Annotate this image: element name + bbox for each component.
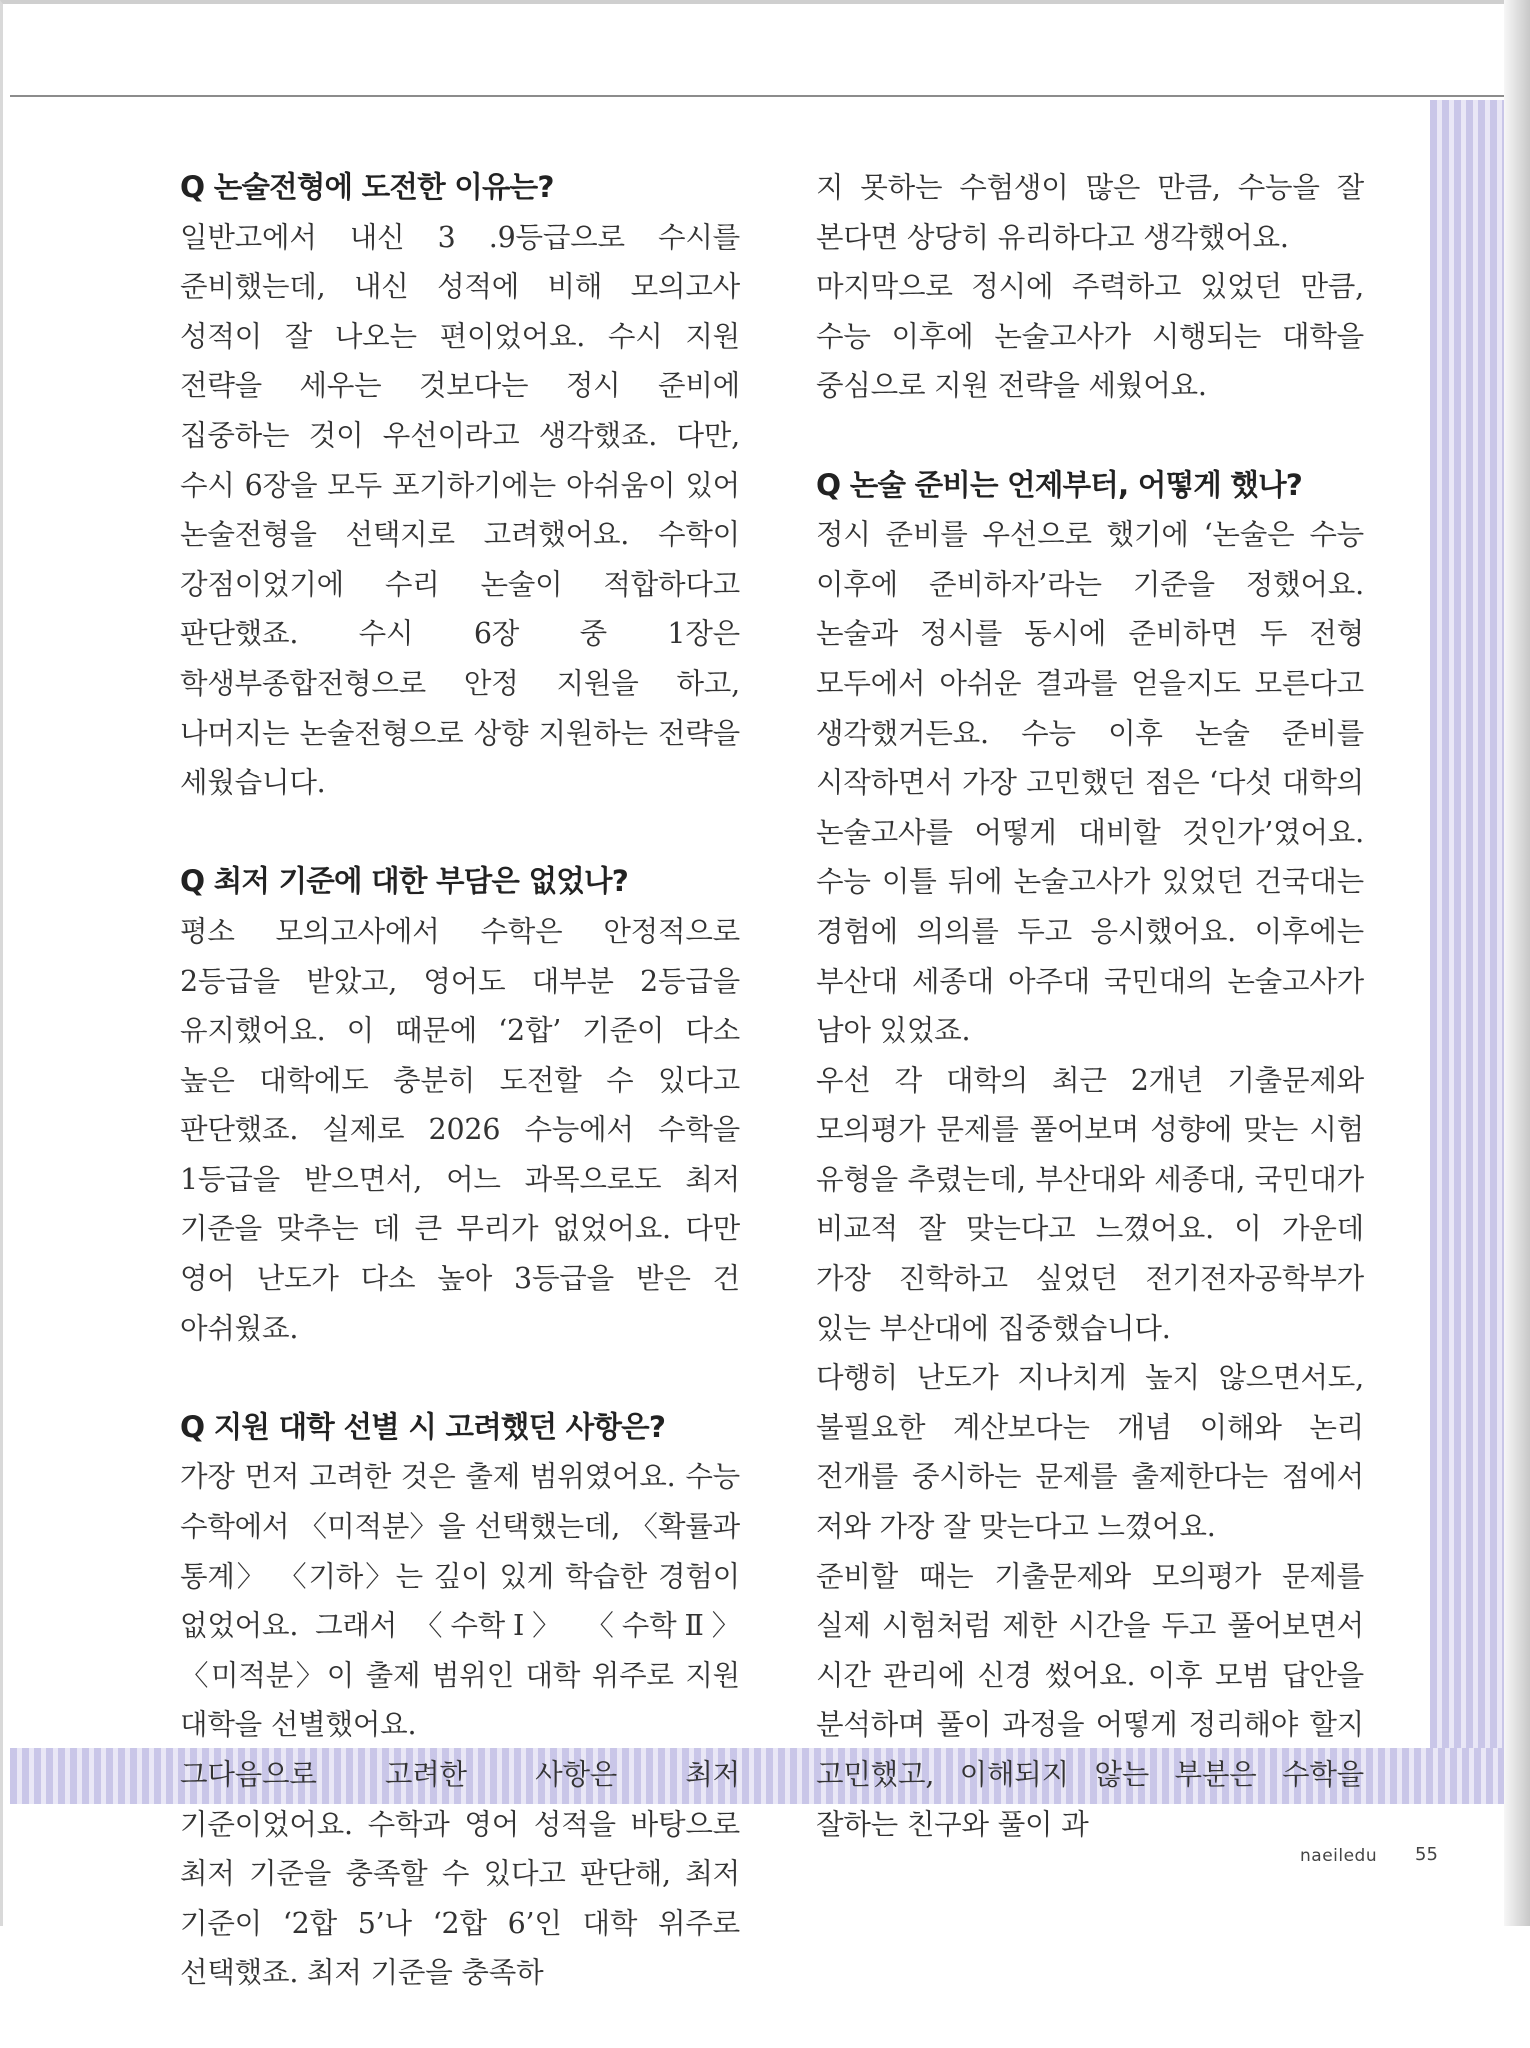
article-section — [816, 461, 1364, 1850]
body-paragraph: 그다음으로 고려한 사항은 최저 기준이었어요. 수학과 영어 성적을 바탕으로 최저 기준을 충족할 수 있다고 판단해, 최저 기준이 ‘2합 5’나 ‘2합 6’인 대학 위주로 선택했죠. 최저 기준을 충족하 — [180, 1758, 740, 1990]
article-section — [180, 857, 740, 1353]
question-heading: Q 지원 대학 선별 시 고려했던 사항은? — [180, 1409, 666, 1444]
page-edge — [1504, 0, 1530, 1926]
footer-brand: naeiledu — [1300, 1846, 1378, 1866]
body-paragraph: 지 못하는 수험생이 많은 만큼, 수능을 잘 본다면 상당히 유리하다고 생각했어요. — [816, 171, 1364, 254]
body-paragraph: 일반고에서 내신 3 .9등급으로 수시를 준비했는데, 내신 성적에 비해 모의고사 성적이 잘 나오는 편이었어요. 수시 지원 전략을 세우는 것보다는 정시 준비에 집중하는 것이 우선이라고 생각했죠. 다만, 수시 6장을 모두 포기하기에는 아쉬움이 있어 논술전형을 선택지로 고려했어요. 수학이 강점이었기에 수리 논술이 적합하다고 판단했죠. 수시 6장 중 1장은 학생부종합전형으로 안정 지원을 하고, 나머지는 논술전형으로 상향 지원하는 전략을 세웠습니다. — [180, 220, 740, 800]
page-number: 55 — [1415, 1844, 1438, 1865]
body-paragraph: 평소 모의고사에서 수학은 안정적으로 2등급을 받았고, 영어도 대부분 2등급을 유지했어요. 이 때문에 ‘2합’ 기준이 다소 높은 대학에도 충분히 도전할 수 있다고 판단했죠. 실제로 2026 수능에서 수학을 1등급을 받으면서, 어느 과목으로도 최저 기준을 맞추는 데 큰 무리가 없었어요. 다만 영어 난도가 다소 높아 3등급을 받은 건 아쉬웠죠. — [180, 914, 740, 1345]
body-paragraph: 정시 준비를 우선으로 했기에 ‘논술은 수능 이후에 준비하자’라는 기준을 정했어요. 논술과 정시를 동시에 준비하면 두 전형 모두에서 아쉬운 결과를 얻을지도 모른다고 생각했거든요. 수능 이후 논술 준비를 시작하면서 가장 고민했던 점은 ‘다섯 대학의 논술고사를 어떻게 대비할 것인가’였어요. 수능 이틀 뒤에 논술고사가 있었던 건국대는 경험에 의의를 두고 응시했어요. 이후에는 부산대 세종대 아주대 국민대의 논술고사가 남아 있었죠. — [816, 518, 1364, 1048]
question-heading: Q 논술전형에 도전한 이유는? — [180, 170, 554, 204]
body-paragraph: 다행히 난도가 지나치게 높지 않으면서도, 불필요한 계산보다는 개념 이해와 논리 전개를 중시하는 문제를 출제한다는 점에서 저와 가장 잘 맞는다고 느꼈어요. — [816, 1361, 1364, 1544]
right-column — [816, 163, 1364, 1899]
question-heading: Q 논술 준비는 언제부터, 어떻게 했나? — [816, 467, 1303, 502]
left-column — [180, 163, 740, 2048]
article-section — [180, 1403, 740, 1998]
body-paragraph: 가장 먼저 고려한 것은 출제 범위였어요. 수능 수학에서 〈미적분〉을 선택했는데, 〈확률과 통계〉 〈기하〉는 깊이 있게 학습한 경험이 없었어요. 그래서 〈수학Ⅰ〉 〈수학Ⅱ〉 〈미적분〉이 출제 범위인 대학 위주로 지원 대학을 선별했어요. — [180, 1460, 740, 1742]
body-paragraph: 마지막으로 정시에 주력하고 있었던 만큼, 수능 이후에 논술고사가 시행되는 대학을 중심으로 지원 전략을 세웠어요. — [816, 270, 1364, 403]
question-heading: Q 최저 기준에 대한 부담은 없었나? — [180, 864, 629, 899]
body-paragraph: 우선 각 대학의 최근 2개년 기출문제와 모의평가 문제를 풀어보며 성향에 맞는 시험 유형을 추렸는데, 부산대와 세종대, 국민대가 비교적 잘 맞는다고 느꼈어요. 이 가운데 가장 진학하고 싶었던 전기전자공학부가 있는 부산대에 집중했습니다. — [816, 1063, 1364, 1345]
body-paragraph: 준비할 때는 기출문제와 모의평가 문제를 실제 시험처럼 제한 시간을 두고 풀어보면서 시간 관리에 신경 썼어요. 이후 모범 답안을 분석하며 풀이 과정을 어떻게 정리해야 할지 고민했고, 이해되지 않는 부분은 수학을 잘하는 친구와 풀이 과 — [816, 1559, 1364, 1841]
decorative-stripes-right — [1430, 100, 1504, 1750]
article-section — [180, 163, 740, 808]
article-section — [816, 163, 1364, 411]
